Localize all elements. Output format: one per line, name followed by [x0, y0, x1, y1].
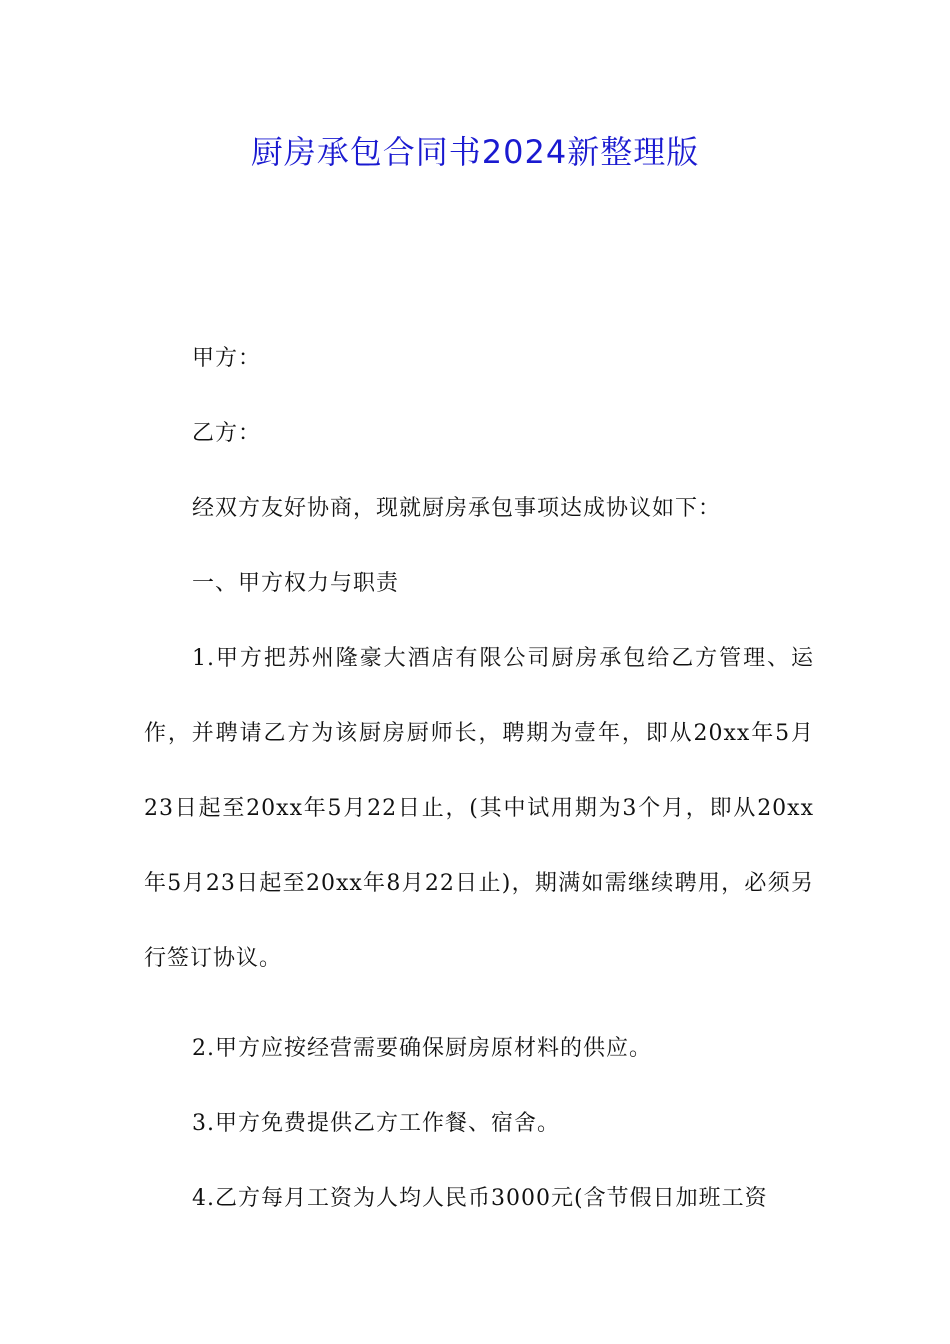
party-b-line: 乙方：: [192, 421, 262, 446]
clause-1: 1.甲方把苏州隆豪大酒店有限公司厨房承包给乙方管理、运作，并聘请乙方为该厨房厨师长，聘期为壹年，即从20xx年5月23日起至20xx年5月22日止，(其中试用期为3个月，即从20xx年5月23日起至20xx年8月22日止)，期满如需继续聘用，必须另行签订协议。: [144, 646, 814, 971]
intro-paragraph: 经双方友好协商，现就厨房承包事项达成协议如下：: [192, 496, 722, 521]
clause-2: 2.甲方应按经营需要确保厨房原材料的供应。: [192, 1036, 652, 1061]
document-title: 厨房承包合同书2024新整理版: [250, 133, 700, 171]
document-body: [144, 336, 814, 1251]
party-a-line: 甲方：: [192, 346, 262, 371]
clause-3: 3.甲方免费提供乙方工作餐、宿舍。: [192, 1111, 560, 1136]
section-heading: 一、甲方权力与职责: [192, 571, 400, 596]
clause-4: 4.乙方每月工资为人均人民币3000元(含节假日加班工资: [192, 1186, 768, 1211]
